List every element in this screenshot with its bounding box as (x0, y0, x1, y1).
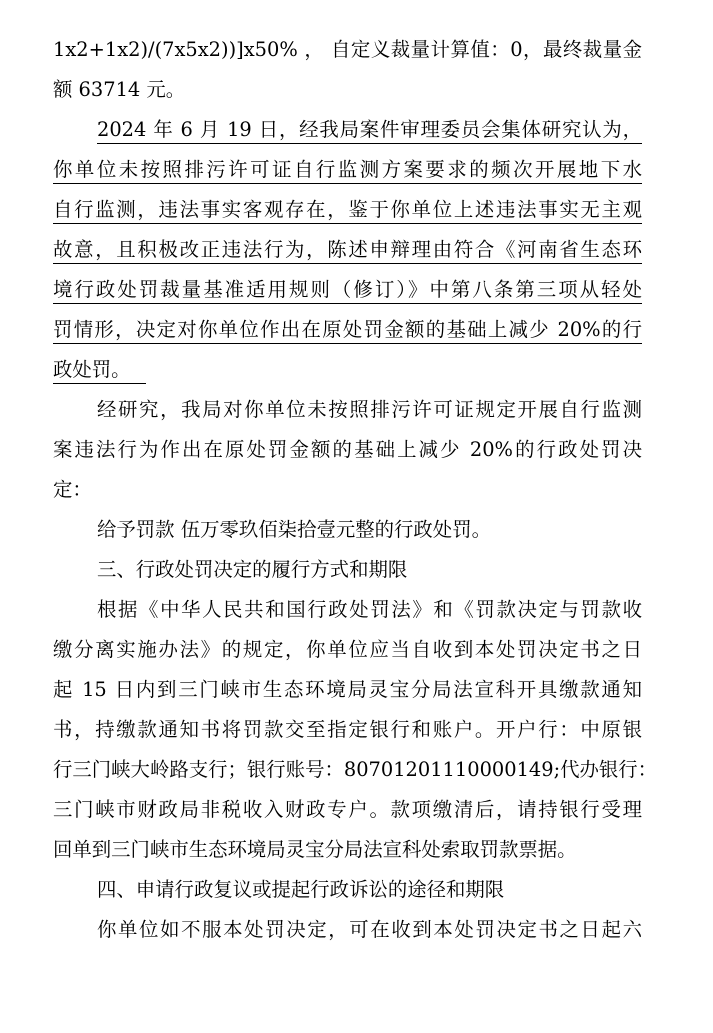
text-line-10: 经研究，我局对你单位未按照排污许可证规定开展自行监测 (97, 398, 642, 421)
underline-rule-6 (53, 343, 642, 344)
text-line-2: 额 63714 元。 (53, 78, 186, 101)
text-line-18: 书，持缴款通知书将罚款交至指定银行和账户。开户行：中原银 (53, 718, 642, 741)
underlined-line-6: 罚情形，决定对你单位作出在原处罚金额的基础上减少 20%的行 (53, 318, 642, 341)
underline-rule-2 (53, 183, 642, 184)
underline-rule-3 (53, 223, 642, 224)
text-line-11: 案违法行为作出在原处罚金额的基础上减少 20%的行政处罚决 (53, 438, 642, 461)
text-line-21: 回单到三门峡市生态环境局灵宝分局法宣科处索取罚款票据。 (53, 838, 577, 861)
text-line-19: 行三门峡大岭路支行；银行账号：80701201110000149;代办银行： (53, 758, 658, 781)
text-line-15: 根据《中华人民共和国行政处罚法》和《罚款决定与罚款收 (97, 598, 642, 621)
underlined-line-5: 境行政处罚裁量基准适用规则（修订）》中第八条第三项从轻处 (53, 278, 642, 301)
underline-rule-5 (53, 303, 642, 304)
underlined-line-4: 故意，且积极改正违法行为，陈述申辩理由符合《河南省生态环 (53, 238, 642, 261)
underlined-line-3: 自行监测，违法事实客观存在，鉴于你单位上述违法事实无主观 (53, 198, 642, 221)
section-heading-3: 三、行政处罚决定的履行方式和期限 (97, 558, 408, 581)
text-line-23: 你单位如不服本处罚决定，可在收到本处罚决定书之日起六 (97, 918, 642, 941)
underlined-line-2: 你单位未按照排污许可证自行监测方案要求的频次开展地下水 (53, 158, 642, 181)
underlined-line-7: 政处罚。 (53, 358, 131, 381)
section-heading-4: 四、申请行政复议或提起行政诉讼的途径和期限 (97, 878, 505, 901)
underline-rule-1 (97, 143, 642, 144)
penalty-line: 给予罚款 伍万零玖佰柒拾壹元整的行政处罚。 (97, 518, 491, 541)
underline-rule-4 (53, 263, 642, 264)
text-line-16: 缴分离实施办法》的规定，你单位应当自收到本处罚决定书之日 (53, 638, 642, 661)
underline-rule-7 (53, 383, 146, 384)
underlined-line-1: 2024 年 6 月 19 日，经我局案件审理委员会集体研究认为， (97, 118, 642, 141)
text-line-12: 定： (53, 478, 92, 501)
text-line-1: 1x2+1x2)/(7x5x2))]x50% ， 自定义裁量计算值：0，最终裁量金 (53, 38, 642, 61)
text-line-20: 三门峡市财政局非税收入财政专户。款项缴清后，请持银行受理 (53, 798, 642, 821)
text-line-17: 起 15 日内到三门峡市生态环境局灵宝分局法宣科开具缴款通知 (53, 678, 642, 701)
